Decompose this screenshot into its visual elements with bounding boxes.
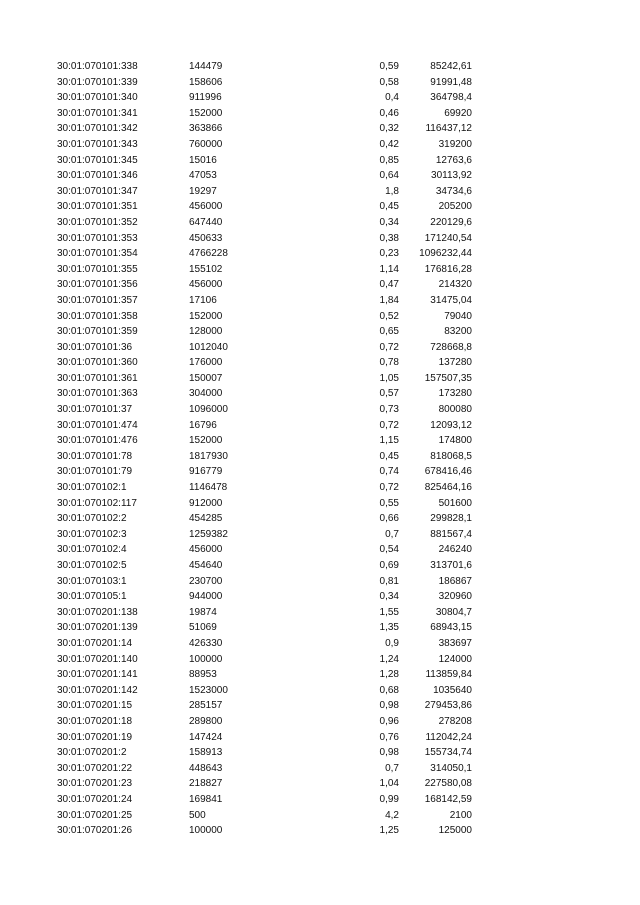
table-row (0, 433, 640, 449)
cadastral-number-cell: 30:01:070201:23 (57, 778, 133, 790)
value-cell: 2100 (449, 809, 472, 821)
table-row (0, 652, 640, 668)
area-cell: 1259382 (189, 528, 228, 540)
value-cell: 30113,92 (431, 170, 472, 182)
value-cell: 137280 (438, 357, 472, 369)
area-cell: 450633 (189, 232, 223, 244)
cadastral-number-cell: 30:01:070101:345 (57, 154, 138, 166)
cadastral-number-cell: 30:01:070201:19 (57, 731, 133, 743)
data-table (0, 59, 640, 839)
value-cell: 91991,48 (430, 76, 472, 88)
value-cell: 116437,12 (425, 123, 472, 135)
table-row (0, 511, 640, 527)
area-cell: 147424 (189, 731, 223, 743)
cadastral-number-cell: 30:01:070101:340 (57, 92, 138, 104)
cadastral-number-cell: 30:01:070101:343 (57, 138, 138, 150)
table-row (0, 309, 640, 325)
area-cell: 944000 (189, 591, 223, 603)
rate-cell: 1,25 (379, 825, 399, 837)
cadastral-number-cell: 30:01:070201:18 (57, 715, 133, 727)
table-row (0, 184, 640, 200)
table-row (0, 823, 640, 839)
area-cell: 912000 (189, 497, 223, 509)
rate-cell: 0,47 (379, 279, 399, 291)
rate-cell: 1,15 (379, 435, 399, 447)
cadastral-number-cell: 30:01:070102:1 (57, 482, 127, 494)
rate-cell: 0,76 (379, 731, 399, 743)
cadastral-number-cell: 30:01:070102:2 (57, 513, 127, 525)
value-cell: 279453,86 (424, 700, 472, 712)
cadastral-number-cell: 30:01:070101:354 (57, 248, 138, 260)
area-cell: 88953 (189, 669, 217, 681)
cadastral-number-cell: 30:01:070101:79 (57, 466, 133, 478)
table-row (0, 137, 640, 153)
rate-cell: 0,23 (379, 248, 399, 260)
value-cell: 678416,46 (424, 466, 472, 478)
value-cell: 214320 (438, 279, 472, 291)
cadastral-number-cell: 30:01:070102:117 (57, 497, 137, 509)
value-cell: 83200 (444, 326, 472, 338)
cadastral-number-cell: 30:01:070101:353 (57, 232, 138, 244)
area-cell: 285157 (189, 700, 223, 712)
value-cell: 364798,4 (430, 92, 472, 104)
rate-cell: 0,74 (379, 466, 399, 478)
rate-cell: 1,35 (379, 622, 399, 634)
area-cell: 152000 (189, 310, 223, 322)
table-row (0, 574, 640, 590)
value-cell: 881567,4 (430, 528, 472, 540)
value-cell: 818068,5 (430, 450, 472, 462)
cadastral-number-cell: 30:01:070102:5 (57, 560, 127, 571)
table-row (0, 636, 640, 652)
rate-cell: 1,24 (379, 653, 399, 665)
table-row (0, 605, 640, 621)
rate-cell: 1,84 (379, 294, 399, 306)
value-cell: 205200 (438, 201, 472, 213)
value-cell: 113859,84 (425, 669, 472, 681)
value-cell: 34734,6 (435, 185, 472, 197)
rate-cell: 0,72 (379, 341, 399, 353)
value-cell: 227580,08 (424, 778, 472, 790)
value-cell: 157507,35 (424, 372, 472, 384)
table-row (0, 355, 640, 371)
table-row (0, 215, 640, 231)
rate-cell: 0,99 (379, 793, 399, 805)
cadastral-number-cell: 30:01:070101:36 (57, 341, 133, 353)
rate-cell: 1,8 (385, 185, 399, 197)
value-cell: 800080 (438, 404, 472, 416)
area-cell: 456000 (189, 279, 223, 291)
cadastral-number-cell: 30:01:070201:22 (57, 762, 133, 774)
value-cell: 825464,16 (424, 482, 472, 494)
cadastral-number-cell: 30:01:070103:1 (57, 575, 127, 587)
cadastral-number-cell: 30:01:070201:141 (57, 669, 138, 681)
rate-cell: 0,9 (385, 637, 399, 649)
table-row (0, 698, 640, 714)
area-cell: 289800 (189, 715, 223, 727)
cadastral-number-cell: 30:01:070101:346 (57, 170, 138, 182)
table-row (0, 449, 640, 465)
cadastral-number-cell: 30:01:070101:361 (57, 372, 138, 384)
value-cell: 168142,59 (424, 793, 472, 805)
cadastral-number-cell: 30:01:070101:339 (57, 76, 138, 88)
value-cell: 30804,7 (435, 606, 472, 618)
area-cell: 17106 (189, 294, 217, 306)
rate-cell: 0,34 (379, 591, 399, 603)
cadastral-number-cell: 30:01:070201:138 (57, 606, 138, 618)
table-row (0, 542, 640, 558)
value-cell: 299828,1 (430, 513, 472, 525)
table-row (0, 620, 640, 636)
area-cell: 647440 (189, 216, 223, 228)
table-row (0, 480, 640, 496)
area-cell: 1523000 (189, 684, 228, 696)
rate-cell: 0,98 (379, 700, 399, 712)
cadastral-number-cell: 30:01:070201:139 (57, 622, 138, 634)
cadastral-number-cell: 30:01:070201:25 (57, 809, 133, 821)
area-cell: 144479 (189, 61, 223, 72)
rate-cell: 0,32 (379, 123, 399, 135)
table-row (0, 153, 640, 169)
rate-cell: 0,68 (379, 684, 399, 696)
value-cell: 501600 (438, 497, 472, 509)
cadastral-number-cell: 30:01:070101:78 (57, 450, 133, 462)
cadastral-number-cell: 30:01:070101:359 (57, 326, 138, 338)
rate-cell: 0,7 (385, 528, 399, 540)
cadastral-number-cell: 30:01:070102:3 (57, 528, 127, 540)
cadastral-number-cell: 30:01:070101:351 (57, 201, 138, 213)
table-row (0, 59, 640, 75)
cadastral-number-cell: 30:01:070101:37 (57, 404, 133, 416)
table-row (0, 386, 640, 402)
area-cell: 760000 (189, 138, 223, 150)
rate-cell: 0,57 (379, 388, 399, 400)
rate-cell: 0,78 (379, 357, 399, 369)
table-row (0, 730, 640, 746)
area-cell: 363866 (189, 123, 223, 135)
table-row (0, 589, 640, 605)
rate-cell: 0,81 (379, 575, 399, 587)
value-cell: 31475,04 (430, 294, 472, 306)
table-row (0, 293, 640, 309)
cadastral-number-cell: 30:01:070101:474 (57, 419, 138, 431)
table-row (0, 75, 640, 91)
rate-cell: 0,7 (385, 762, 399, 774)
rate-cell: 0,45 (379, 450, 399, 462)
area-cell: 128000 (189, 326, 223, 338)
table-row (0, 792, 640, 808)
cadastral-number-cell: 30:01:070101:356 (57, 279, 138, 291)
cadastral-number-cell: 30:01:070201:140 (57, 653, 138, 665)
cadastral-number-cell: 30:01:070101:338 (57, 61, 138, 72)
cadastral-number-cell: 30:01:070101:341 (57, 107, 138, 119)
value-cell: 313701,6 (430, 560, 472, 571)
area-cell: 500 (189, 809, 206, 821)
table-row (0, 246, 640, 262)
rate-cell: 0,72 (379, 419, 399, 431)
table-row (0, 558, 640, 574)
rate-cell: 0,46 (379, 107, 399, 119)
value-cell: 319200 (438, 138, 472, 150)
rate-cell: 4,2 (385, 809, 399, 821)
area-cell: 916779 (189, 466, 223, 478)
table-row (0, 90, 640, 106)
area-cell: 100000 (189, 653, 223, 665)
area-cell: 169841 (189, 793, 223, 805)
value-cell: 174800 (438, 435, 472, 447)
area-cell: 155102 (189, 263, 223, 275)
table-row (0, 231, 640, 247)
value-cell: 173280 (438, 388, 472, 400)
rate-cell: 0,42 (379, 138, 399, 150)
table-row (0, 527, 640, 543)
area-cell: 456000 (189, 201, 223, 213)
rate-cell: 1,04 (379, 778, 399, 790)
rate-cell: 0,66 (379, 513, 399, 525)
value-cell: 186867 (438, 575, 472, 587)
value-cell: 220129,6 (430, 216, 472, 228)
rate-cell: 0,64 (379, 170, 399, 182)
table-row (0, 761, 640, 777)
area-cell: 152000 (189, 435, 223, 447)
cadastral-number-cell: 30:01:070201:24 (57, 793, 133, 805)
rate-cell: 0,38 (379, 232, 399, 244)
cadastral-number-cell: 30:01:070101:347 (57, 185, 138, 197)
rate-cell: 0,72 (379, 482, 399, 494)
rate-cell: 1,14 (379, 263, 399, 275)
value-cell: 1035640 (433, 684, 472, 696)
rate-cell: 0,54 (379, 544, 399, 556)
table-row (0, 683, 640, 699)
rate-cell: 0,55 (379, 497, 399, 509)
area-cell: 218827 (189, 778, 223, 790)
table-row (0, 745, 640, 761)
cadastral-number-cell: 30:01:070101:358 (57, 310, 138, 322)
area-cell: 158913 (189, 747, 223, 759)
area-cell: 911996 (189, 92, 222, 104)
area-cell: 454285 (189, 513, 223, 525)
value-cell: 171240,54 (424, 232, 472, 244)
rate-cell: 1,55 (379, 606, 399, 618)
cadastral-number-cell: 30:01:070101:355 (57, 263, 138, 275)
value-cell: 278208 (438, 715, 472, 727)
table-row (0, 121, 640, 137)
area-cell: 1817930 (189, 450, 228, 462)
cadastral-number-cell: 30:01:070101:476 (57, 435, 138, 447)
value-cell: 728668,8 (430, 341, 472, 353)
rate-cell: 1,05 (379, 372, 399, 384)
cadastral-number-cell: 30:01:070101:360 (57, 357, 138, 369)
area-cell: 176000 (189, 357, 223, 369)
table-row (0, 371, 640, 387)
cadastral-number-cell: 30:01:070101:342 (57, 123, 138, 135)
table-row (0, 199, 640, 215)
area-cell: 426330 (189, 637, 223, 649)
rate-cell: 1,28 (379, 669, 399, 681)
area-cell: 150007 (189, 372, 223, 384)
value-cell: 85242,61 (430, 61, 472, 72)
rate-cell: 0,4 (385, 92, 399, 104)
value-cell: 155734,74 (424, 747, 472, 759)
value-cell: 12093,12 (430, 419, 472, 431)
table-row (0, 324, 640, 340)
area-cell: 152000 (189, 107, 223, 119)
table-row (0, 418, 640, 434)
table-row (0, 714, 640, 730)
rate-cell: 0,96 (379, 715, 399, 727)
area-cell: 448643 (189, 762, 223, 774)
rate-cell: 0,98 (379, 747, 399, 759)
value-cell: 1096232,44 (419, 248, 472, 260)
rate-cell: 0,59 (379, 61, 399, 72)
area-cell: 15016 (189, 154, 217, 166)
table-row (0, 402, 640, 418)
table-row (0, 168, 640, 184)
rate-cell: 0,58 (379, 76, 399, 88)
value-cell: 124000 (438, 653, 472, 665)
value-cell: 12763,6 (435, 154, 472, 166)
table-row (0, 106, 640, 122)
table-row (0, 808, 640, 824)
area-cell: 4766228 (189, 248, 228, 260)
table-row (0, 277, 640, 293)
cadastral-number-cell: 30:01:070201:26 (57, 825, 133, 837)
area-cell: 456000 (189, 544, 223, 556)
value-cell: 79040 (444, 310, 472, 322)
rate-cell: 0,69 (379, 560, 399, 571)
cadastral-number-cell: 30:01:070201:2 (57, 747, 127, 759)
area-cell: 16796 (189, 419, 217, 431)
cadastral-number-cell: 30:01:070101:352 (57, 216, 138, 228)
table-row (0, 667, 640, 683)
rate-cell: 0,73 (379, 404, 399, 416)
value-cell: 246240 (438, 544, 472, 556)
area-cell: 19874 (189, 606, 217, 618)
table-row (0, 340, 640, 356)
area-cell: 304000 (189, 388, 223, 400)
cadastral-number-cell: 30:01:070201:15 (57, 700, 133, 712)
rate-cell: 0,65 (379, 326, 399, 338)
area-cell: 1012040 (189, 341, 228, 353)
cadastral-number-cell: 30:01:070102:4 (57, 544, 127, 556)
area-cell: 100000 (189, 825, 223, 837)
value-cell: 68943,15 (430, 622, 472, 634)
area-cell: 1146478 (189, 482, 228, 494)
area-cell: 19297 (189, 185, 217, 197)
area-cell: 1096000 (189, 404, 228, 416)
rate-cell: 0,85 (379, 154, 399, 166)
value-cell: 176816,28 (424, 263, 472, 275)
area-cell: 158606 (189, 76, 223, 88)
value-cell: 69920 (444, 107, 472, 119)
table-row (0, 776, 640, 792)
cadastral-number-cell: 30:01:070201:142 (57, 684, 138, 696)
cadastral-number-cell: 30:01:070101:357 (57, 294, 138, 306)
value-cell: 314050,1 (430, 762, 472, 774)
area-cell: 47053 (189, 170, 217, 182)
area-cell: 230700 (189, 575, 223, 587)
area-cell: 51069 (189, 622, 217, 634)
value-cell: 320960 (438, 591, 472, 603)
cadastral-number-cell: 30:01:070201:14 (57, 637, 133, 649)
area-cell: 454640 (189, 560, 223, 571)
table-row (0, 496, 640, 512)
rate-cell: 0,34 (379, 216, 399, 228)
rate-cell: 0,52 (379, 310, 399, 322)
value-cell: 125000 (438, 825, 472, 837)
value-cell: 383697 (438, 637, 472, 649)
table-row (0, 464, 640, 480)
rate-cell: 0,45 (379, 201, 399, 213)
cadastral-number-cell: 30:01:070101:363 (57, 388, 138, 400)
table-row (0, 262, 640, 278)
cadastral-number-cell: 30:01:070105:1 (57, 591, 127, 603)
value-cell: 112042,24 (425, 731, 472, 743)
